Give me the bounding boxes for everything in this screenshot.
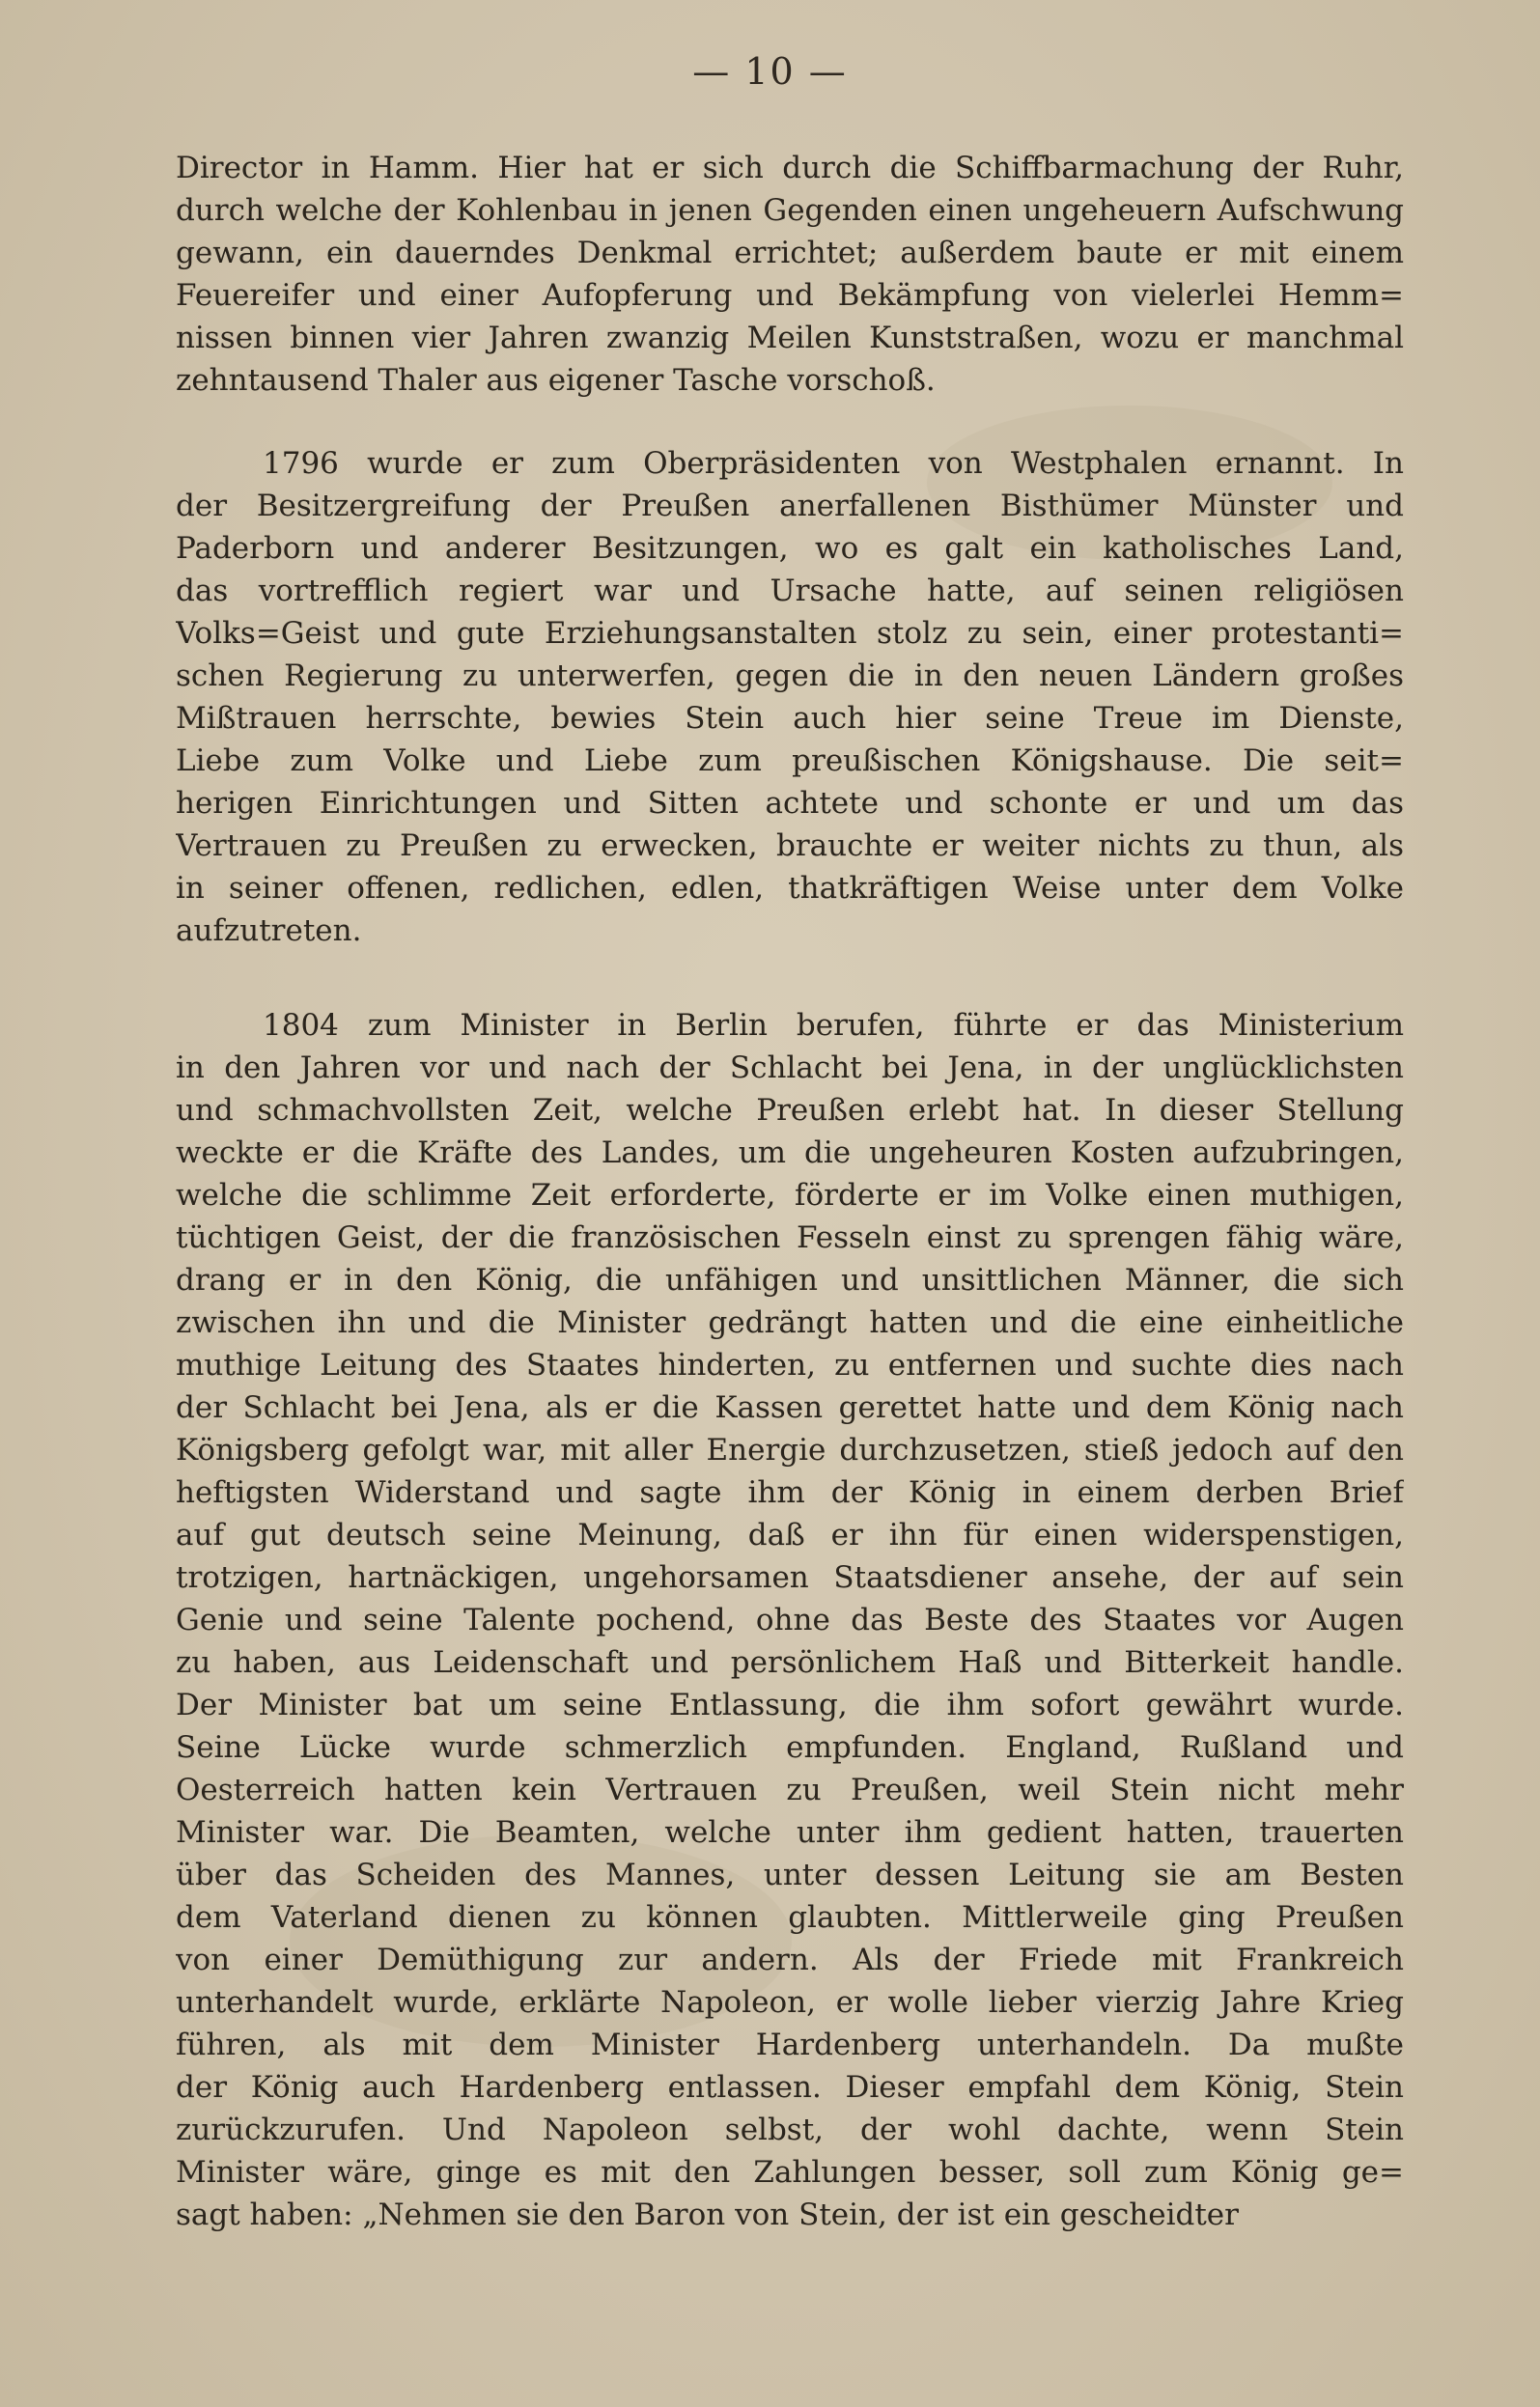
- text-line: 1804 zum Minister in Berlin berufen, führte er das Ministerium: [263, 1008, 1404, 1043]
- text-line: in seiner offenen, redlichen, edlen, thatkräftigen Weise unter dem Volke: [176, 871, 1404, 906]
- text-line: Der Minister bat um seine Entlassung, die ihm sofort gewährt wurde.: [176, 1688, 1404, 1722]
- text-line: auf gut deutsch seine Meinung, daß er ihn für einen widerspenstigen,: [176, 1518, 1404, 1553]
- text-line: Oesterreich hatten kein Vertrauen zu Preußen, weil Stein nicht mehr: [176, 1773, 1404, 1807]
- text-line: der König auch Hardenberg entlassen. Dieser empfahl dem König, Stein: [176, 2070, 1404, 2105]
- text-line: von einer Demüthigung zur andern. Als der Friede mit Frankreich: [176, 1943, 1404, 1977]
- text-line: dem Vaterland dienen zu können glaubten. Mittlerweile ging Preußen: [176, 1900, 1404, 1935]
- text-line: welche die schlimme Zeit erforderte, förderte er im Volke einen muthigen,: [176, 1178, 1404, 1213]
- text-line: muthige Leitung des Staates hinderten, zu entfernen und suchte dies nach: [176, 1348, 1404, 1383]
- page-number: — 10 —: [692, 50, 848, 93]
- text-line: sagt haben: „Nehmen sie den Baron von Stein, der ist ein gescheidter: [176, 2197, 1239, 2232]
- text-line: der Schlacht bei Jena, als er die Kassen gerettet hatte und dem König nach: [176, 1390, 1404, 1425]
- text-line: Genie und seine Talente pochend, ohne das Beste des Staates vor Augen: [176, 1603, 1404, 1637]
- text-line: nissen binnen vier Jahren zwanzig Meilen Kunststraßen, wozu er manchmal: [176, 321, 1404, 355]
- text-line: trotzigen, hartnäckigen, ungehorsamen Staatsdiener ansehe, der auf sein: [176, 1560, 1404, 1595]
- text-line: zurückzurufen. Und Napoleon selbst, der wohl dachte, wenn Stein: [176, 2113, 1404, 2147]
- text-line: Liebe zum Volke und Liebe zum preußischen Königshause. Die seit=: [176, 743, 1404, 778]
- text-line: zu haben, aus Leidenschaft und persönlichem Haß und Bitterkeit handle.: [176, 1645, 1404, 1680]
- text-line: heftigsten Widerstand und sagte ihm der König in einem derben Brief: [176, 1475, 1404, 1510]
- text-line: Feuereifer und einer Aufopferung und Bekämpfung von vielerlei Hemm=: [176, 278, 1404, 313]
- text-line: Minister war. Die Beamten, welche unter ihm gedient hatten, trauerten: [176, 1815, 1404, 1850]
- text-line: führen, als mit dem Minister Hardenberg unterhandeln. Da mußte: [176, 2028, 1404, 2062]
- text-line: aufzutreten.: [176, 913, 362, 948]
- text-line: durch welche der Kohlenbau in jenen Gegenden einen ungeheuern Aufschwung: [176, 193, 1404, 228]
- text-line: Vertrauen zu Preußen zu erwecken, brauchte er weiter nichts zu thun, als: [176, 828, 1404, 863]
- text-line: über das Scheiden des Mannes, unter dessen Leitung sie am Besten: [176, 1858, 1404, 1892]
- text-line: der Besitzergreifung der Preußen anerfallenen Bisthümer Münster und: [176, 489, 1404, 523]
- text-line: Volks=Geist und gute Erziehungsanstalten stolz zu sein, einer protestanti=: [176, 616, 1404, 651]
- text-line: Mißtrauen herrschte, bewies Stein auch hier seine Treue im Dienste,: [176, 701, 1404, 736]
- text-line: zwischen ihn und die Minister gedrängt hatten und die eine einheitliche: [176, 1305, 1404, 1340]
- text-line: unterhandelt wurde, erklärte Napoleon, er wolle lieber vierzig Jahre Krieg: [176, 1985, 1404, 2020]
- text-line: tüchtigen Geist, der die französischen Fesseln einst zu sprengen fähig wäre,: [176, 1220, 1404, 1255]
- paragraph-1: [176, 147, 1404, 402]
- text-line: und schmachvollsten Zeit, welche Preußen erlebt hat. In dieser Stellung: [176, 1093, 1404, 1128]
- text-line: herigen Einrichtungen und Sitten achtete und schonte er und um das: [176, 786, 1404, 821]
- text-line: Königsberg gefolgt war, mit aller Energie durchzusetzen, stieß jedoch auf den: [176, 1433, 1404, 1468]
- text-line: in den Jahren vor und nach der Schlacht bei Jena, in der unglücklichsten: [176, 1050, 1404, 1085]
- text-line: Minister wäre, ginge es mit den Zahlungen besser, soll zum König ge=: [176, 2155, 1404, 2190]
- text-line: das vortrefflich regiert war und Ursache hatte, auf seinen religiösen: [176, 574, 1404, 608]
- text-line: Seine Lücke wurde schmerzlich empfunden. England, Rußland und: [176, 1730, 1404, 1765]
- text-line: Director in Hamm. Hier hat er sich durch die Schiffbarmachung der Ruhr,: [176, 151, 1404, 185]
- text-line: drang er in den König, die unfähigen und unsittlichen Männer, die sich: [176, 1263, 1404, 1298]
- paragraph-2: [176, 442, 1404, 952]
- text-line: 1796 wurde er zum Oberpräsidenten von Westphalen ernannt. In: [263, 446, 1404, 481]
- text-line: zehntausend Thaler aus eigener Tasche vorschoß.: [176, 363, 936, 398]
- text-line: weckte er die Kräfte des Landes, um die ungeheuren Kosten aufzubringen,: [176, 1135, 1404, 1170]
- text-line: schen Regierung zu unterwerfen, gegen die in den neuen Ländern großes: [176, 658, 1404, 693]
- text-line: Paderborn und anderer Besitzungen, wo es galt ein katholisches Land,: [176, 531, 1404, 566]
- paragraph-3: [176, 1004, 1404, 2236]
- text-line: gewann, ein dauerndes Denkmal errichtet; außerdem baute er mit einem: [176, 236, 1404, 270]
